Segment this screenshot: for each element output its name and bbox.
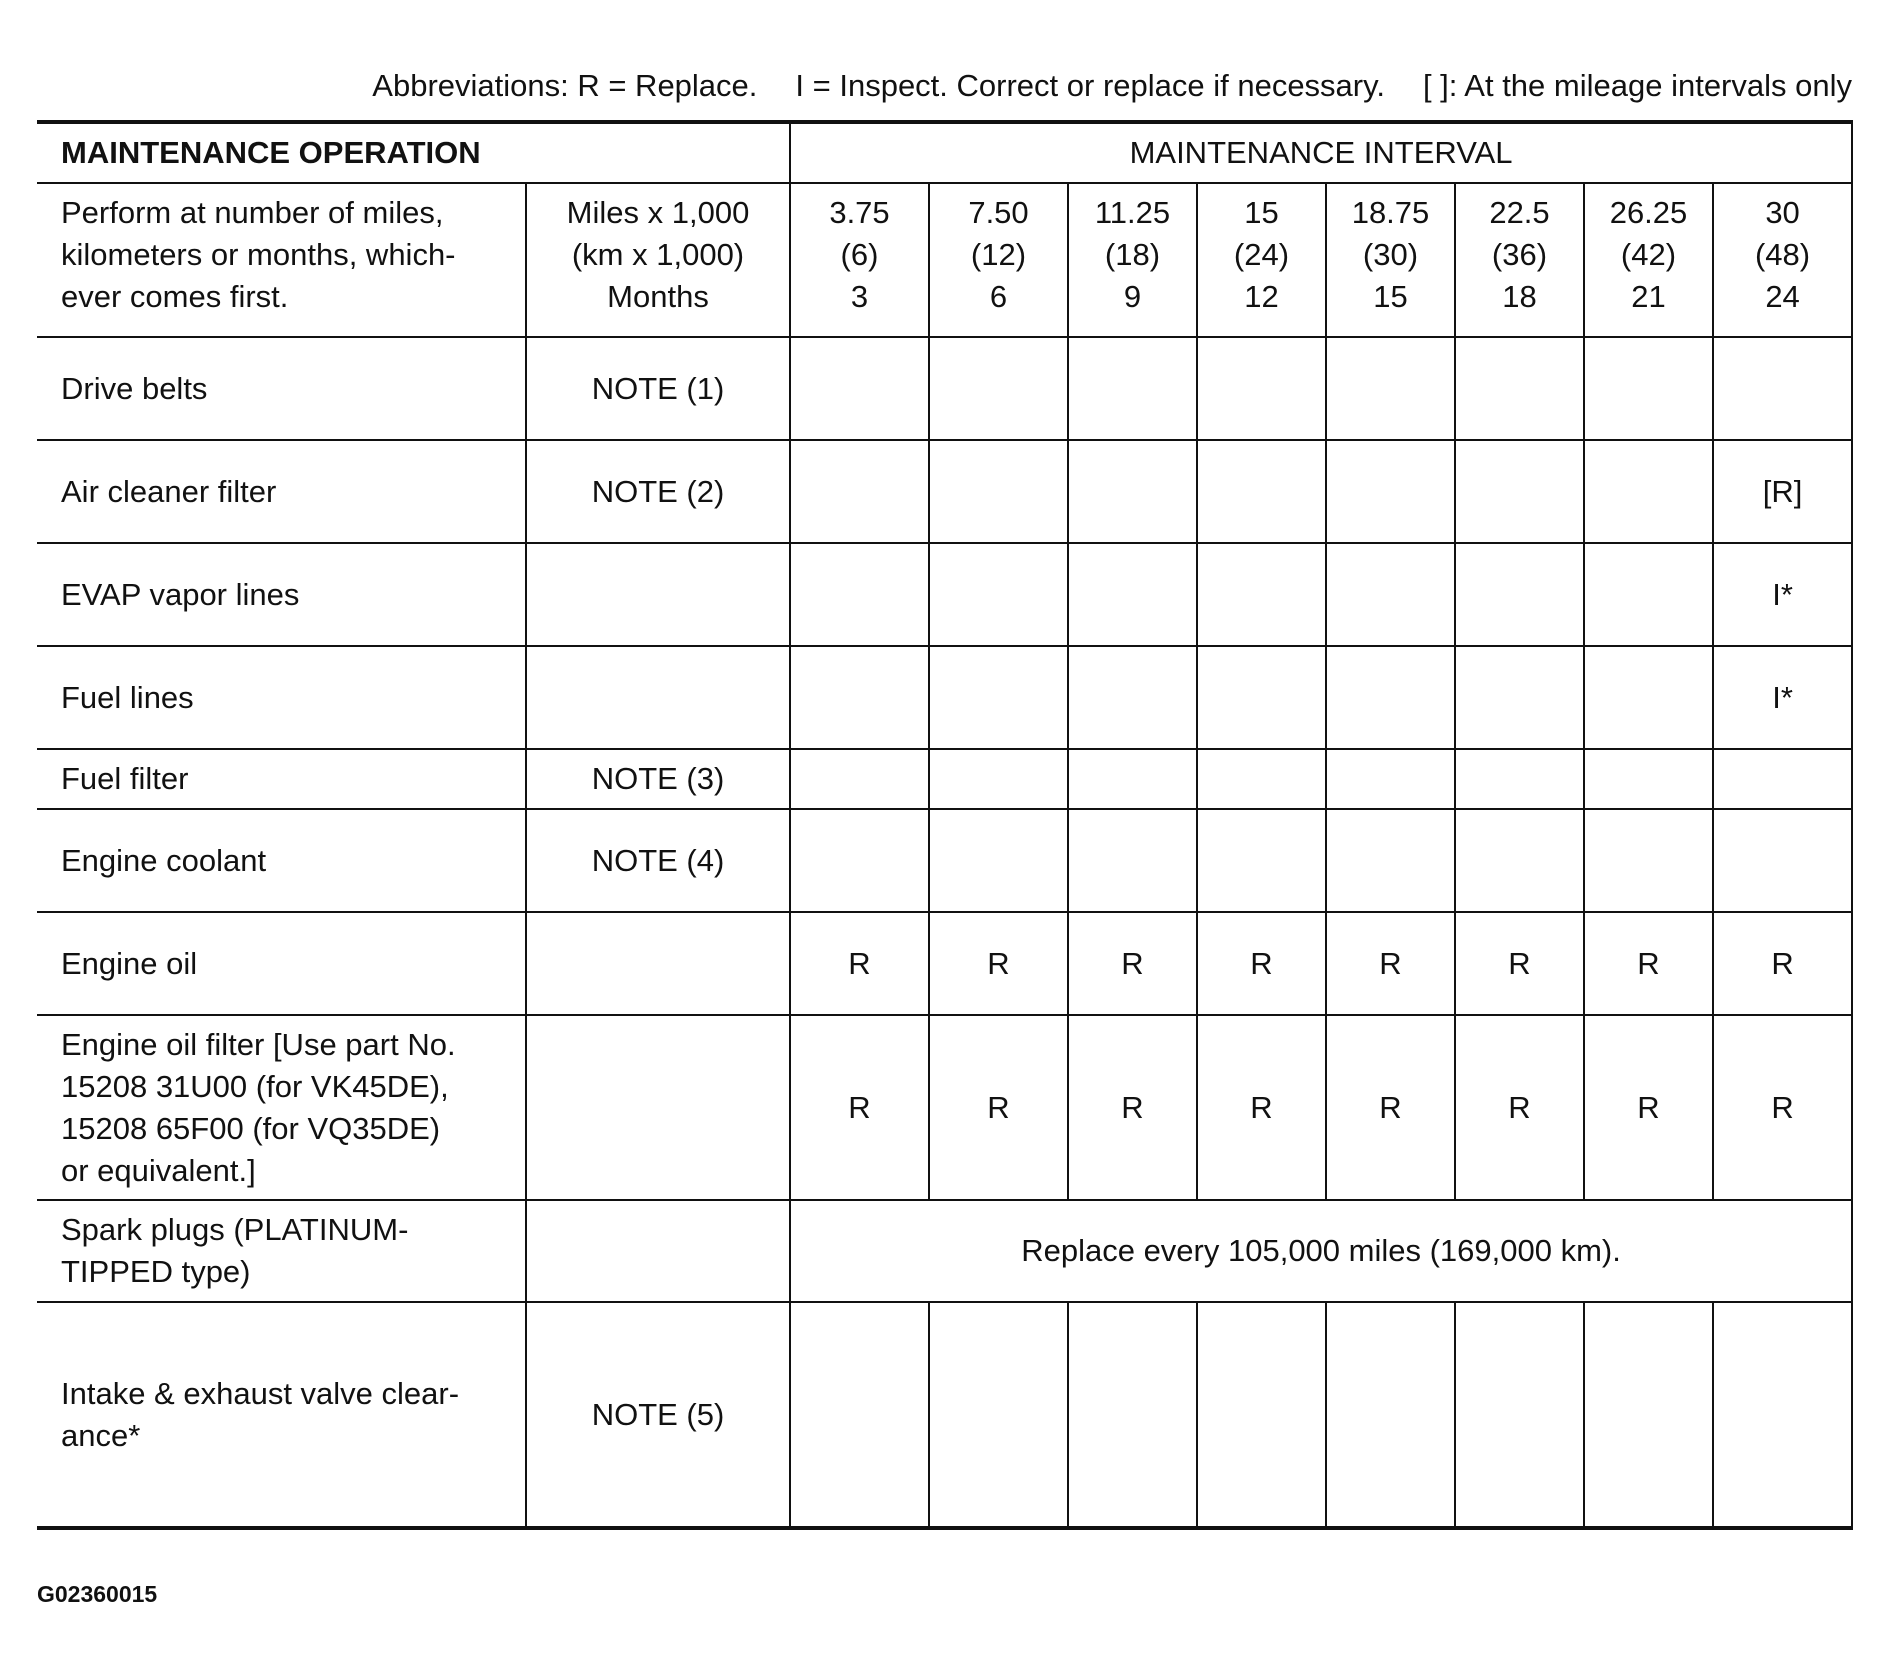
table-row: [37, 646, 1852, 749]
operation-name: Drive belts: [37, 337, 526, 440]
interval-cell: R: [1584, 912, 1713, 1015]
interval-cell: R: [929, 912, 1068, 1015]
units-miles: Miles x 1,000: [566, 195, 750, 230]
interval-months: 9: [1123, 279, 1142, 314]
interval-cell: [1197, 809, 1326, 912]
table-row: [37, 1015, 1852, 1200]
table-row: [37, 1302, 1852, 1528]
interval-cell: [1068, 646, 1197, 749]
interval-cell: R: [1197, 1015, 1326, 1200]
header-interval: MAINTENANCE INTERVAL: [790, 122, 1852, 183]
interval-cell: [1713, 749, 1852, 809]
operation-note: [526, 543, 790, 646]
interval-cell: [1455, 337, 1584, 440]
interval-cell: R: [1455, 1015, 1584, 1200]
perform-instructions: [37, 183, 526, 337]
interval-months: 18: [1502, 279, 1537, 314]
interval-km: (24): [1233, 237, 1290, 272]
operation-name: Engine oil: [37, 912, 526, 1015]
interval-months: 15: [1373, 279, 1408, 314]
interval-cell: [790, 809, 929, 912]
interval-cell: [929, 440, 1068, 543]
perform-line: kilometers or months, which-: [61, 237, 456, 272]
interval-cell: [1197, 646, 1326, 749]
interval-km: (30): [1362, 237, 1419, 272]
operation-name: [37, 1015, 526, 1200]
interval-cell: [1584, 337, 1713, 440]
interval-cell: [790, 543, 929, 646]
abbreviations-legend: [372, 68, 1852, 104]
interval-cell: [790, 337, 929, 440]
interval-header: [1455, 183, 1584, 337]
interval-header: [1584, 183, 1713, 337]
interval-cell: [1584, 646, 1713, 749]
interval-cell: [1455, 809, 1584, 912]
operation-name: Fuel lines: [37, 646, 526, 749]
interval-cell: [1197, 337, 1326, 440]
interval-miles: 15: [1244, 195, 1279, 230]
interval-cell: [1455, 749, 1584, 809]
operation-note: [526, 646, 790, 749]
interval-miles: 30: [1765, 195, 1800, 230]
interval-cell: R: [1326, 1015, 1455, 1200]
operation-note: NOTE (3): [526, 749, 790, 809]
interval-km: (48): [1754, 237, 1811, 272]
interval-km: (12): [970, 237, 1027, 272]
interval-miles: 22.5: [1489, 195, 1550, 230]
interval-cell: [1584, 749, 1713, 809]
spark-plug-interval: Replace every 105,000 miles (169,000 km).: [790, 1200, 1852, 1302]
interval-cell: [1713, 1302, 1852, 1528]
interval-cell: [1197, 1302, 1326, 1528]
operation-note: NOTE (5): [526, 1302, 790, 1528]
interval-cell: [1197, 749, 1326, 809]
units-months: Months: [607, 279, 709, 314]
interval-miles: 7.50: [968, 195, 1029, 230]
operation-note: [526, 1200, 790, 1302]
operation-line: 15208 31U00 (for VK45DE),: [61, 1068, 449, 1104]
interval-miles: 26.25: [1609, 195, 1688, 230]
table-row: [37, 543, 1852, 646]
interval-cell: R: [1713, 1015, 1852, 1200]
interval-cell: [1068, 337, 1197, 440]
interval-cell: [1584, 440, 1713, 543]
abbrev-bracket: [ ]: At the mileage intervals only: [1422, 68, 1852, 103]
interval-cell: R: [1455, 912, 1584, 1015]
interval-miles: 18.75: [1351, 195, 1430, 230]
interval-cell: [1068, 543, 1197, 646]
interval-cell: [929, 809, 1068, 912]
interval-cell: [790, 749, 929, 809]
perform-line: Perform at number of miles,: [61, 195, 444, 230]
interval-cell: R: [1713, 912, 1852, 1015]
interval-cell: [1326, 337, 1455, 440]
table-row: [37, 809, 1852, 912]
interval-cell: [1326, 749, 1455, 809]
interval-cell: R: [1326, 912, 1455, 1015]
interval-cell: [1326, 646, 1455, 749]
interval-header: [1713, 183, 1852, 337]
interval-header: [1326, 183, 1455, 337]
interval-cell: [929, 1302, 1068, 1528]
interval-cell: [1455, 646, 1584, 749]
interval-km: (36): [1491, 237, 1548, 272]
interval-cell: R: [1068, 1015, 1197, 1200]
interval-km: (18): [1104, 237, 1161, 272]
table-row: [37, 440, 1852, 543]
interval-km: (42): [1620, 237, 1677, 272]
interval-cell: [1455, 440, 1584, 543]
operation-line: TIPPED type): [61, 1254, 251, 1289]
interval-cell: [1584, 809, 1713, 912]
operation-name: Air cleaner filter: [37, 440, 526, 543]
abbrev-replace: Abbreviations: R = Replace.: [372, 68, 758, 103]
operation-note: NOTE (4): [526, 809, 790, 912]
interval-cell: [1584, 543, 1713, 646]
interval-cell: [790, 1302, 929, 1528]
table-row: [37, 1200, 1852, 1302]
units-header: [526, 183, 790, 337]
interval-cell: R: [1197, 912, 1326, 1015]
interval-cell: [790, 646, 929, 749]
operation-name: [37, 1302, 526, 1528]
interval-months: 12: [1244, 279, 1279, 314]
operation-line: or equivalent.]: [61, 1152, 256, 1188]
interval-months: 24: [1765, 279, 1800, 314]
figure-code: G02360015: [37, 1581, 158, 1607]
table-header-row: [37, 122, 1852, 183]
interval-cell: [1326, 543, 1455, 646]
operation-name: EVAP vapor lines: [37, 543, 526, 646]
interval-cell: R: [790, 1015, 929, 1200]
interval-km: (6): [840, 237, 879, 272]
interval-cell: [1713, 337, 1852, 440]
interval-cell: [1197, 440, 1326, 543]
operation-line: Spark plugs (PLATINUM-: [61, 1212, 409, 1247]
interval-cell: [1068, 1302, 1197, 1528]
operation-line: ance*: [61, 1417, 141, 1453]
interval-cell: [1197, 543, 1326, 646]
interval-cell: [1326, 440, 1455, 543]
interval-cell: I*: [1713, 646, 1852, 749]
interval-header: [1068, 183, 1197, 337]
operation-line: Intake & exhaust valve clear-: [61, 1375, 460, 1411]
operation-note: NOTE (1): [526, 337, 790, 440]
interval-header: [790, 183, 929, 337]
interval-cell: R: [1584, 1015, 1713, 1200]
interval-months: 3: [850, 279, 869, 314]
header-operation: MAINTENANCE OPERATION: [37, 122, 790, 183]
interval-cell: [1713, 809, 1852, 912]
operation-line: Engine oil filter [Use part No.: [61, 1026, 456, 1062]
table-row: [37, 912, 1852, 1015]
interval-cell: [929, 337, 1068, 440]
interval-cell: [929, 749, 1068, 809]
table-subheader-row: [37, 183, 1852, 337]
interval-miles: 3.75: [829, 195, 890, 230]
interval-cell: [1455, 543, 1584, 646]
table-row: [37, 337, 1852, 440]
interval-cell: [929, 646, 1068, 749]
maintenance-schedule-table: [37, 120, 1853, 1530]
operation-name: Engine coolant: [37, 809, 526, 912]
operation-note: NOTE (2): [526, 440, 790, 543]
interval-miles: 11.25: [1094, 195, 1171, 230]
operation-note: [526, 912, 790, 1015]
perform-line: ever comes first.: [61, 279, 289, 314]
operation-name: [37, 1200, 526, 1302]
interval-cell: [1326, 1302, 1455, 1528]
interval-cell: R: [790, 912, 929, 1015]
interval-months: 6: [989, 279, 1008, 314]
interval-cell: [1584, 1302, 1713, 1528]
interval-cell: I*: [1713, 543, 1852, 646]
interval-cell: [R]: [1713, 440, 1852, 543]
interval-cell: [790, 440, 929, 543]
interval-cell: [1068, 809, 1197, 912]
operation-line: 15208 65F00 (for VQ35DE): [61, 1110, 441, 1146]
interval-cell: [1068, 440, 1197, 543]
interval-cell: [1326, 809, 1455, 912]
abbrev-inspect: I = Inspect. Correct or replace if necessary.: [795, 68, 1385, 103]
operation-note: [526, 1015, 790, 1200]
interval-header: [929, 183, 1068, 337]
interval-header: [1197, 183, 1326, 337]
interval-months: 21: [1631, 279, 1666, 314]
interval-cell: R: [929, 1015, 1068, 1200]
table-row: [37, 749, 1852, 809]
interval-cell: [1455, 1302, 1584, 1528]
interval-cell: R: [1068, 912, 1197, 1015]
units-km: (km x 1,000): [571, 237, 745, 272]
interval-cell: [1068, 749, 1197, 809]
interval-cell: [929, 543, 1068, 646]
operation-name: Fuel filter: [37, 749, 526, 809]
